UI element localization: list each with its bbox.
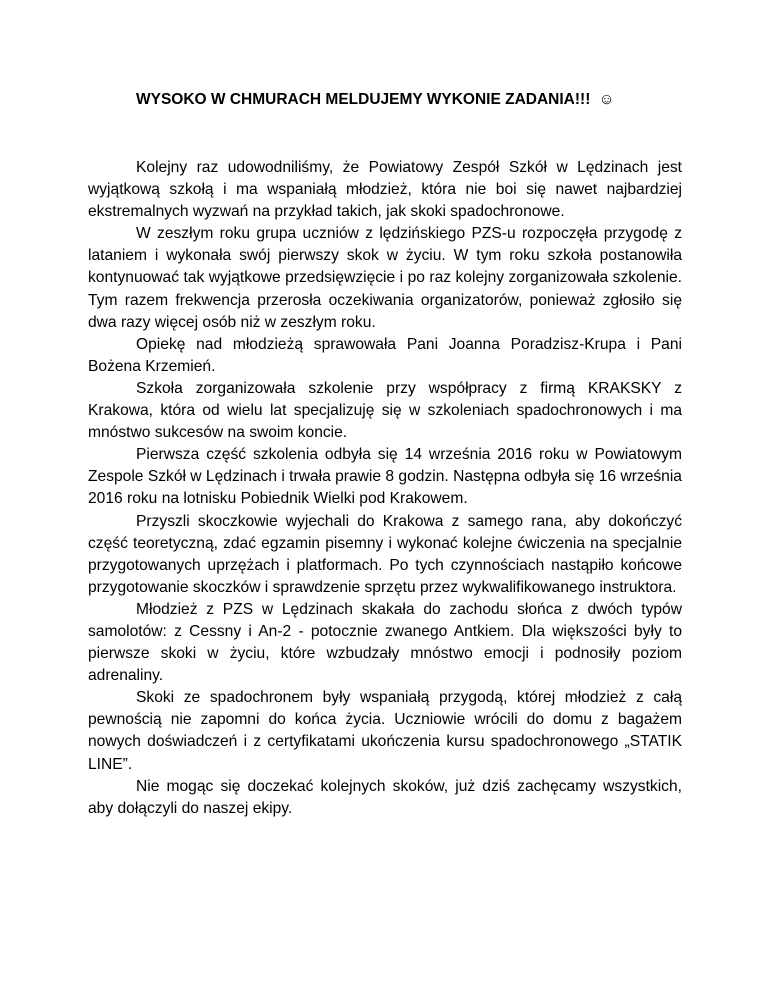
paragraph: Nie mogąc się doczekać kolejnych skoków, już dziś zachęcamy wszystkich, aby dołączyli do naszej ekipy.: [88, 777, 682, 817]
document-body: [88, 157, 682, 820]
paragraph: Opiekę nad młodzieżą sprawowała Pani Joanna Poradzisz-Krupa i Pani Bożena Krzemień.: [88, 335, 682, 375]
paragraph: Kolejny raz udowodniliśmy, że Powiatowy Zespół Szkół w Lędzinach jest wyjątkową szkołą i ma wspaniałą młodzież, która nie boi się nawet najbardziej ekstremalnych wyzwań na przykład takich, jak skoki spadochronowe.: [88, 159, 682, 221]
paragraph: W zeszłym roku grupa uczniów z lędzińskiego PZS-u rozpoczęła przygodę z lataniem i wykonała swój pierwszy skok w życiu. W tym roku szkoła postanowiła kontynuować tak wyjątkowe przedsięwzięcie i po raz kolejny zorganizowała szkolenie. Tym razem frekwencja przerosła oczekiwania organizatorów, ponieważ zgłosiło się dwa razy więcej osób niż w zeszłym roku.: [88, 225, 682, 331]
paragraph: Pierwsza część szkolenia odbyła się 14 września 2016 roku w Powiatowym Zespole Szkół w Lędzinach i trwała prawie 8 godzin. Następna odbyła się 16 września 2016 roku na lotnisku Pobiednik Wielki pod Krakowem.: [88, 446, 682, 508]
paragraph: Młodzież z PZS w Lędzinach skakała do zachodu słońca z dwóch typów samolotów: z Cessny i An-2 - potocznie zwanego Antkiem. Dla większości były to pierwsze skoki w życiu, które wzbudzały mnóstwo emocji i podnosiły poziom adrenaliny.: [88, 600, 682, 685]
title-text: WYSOKO W CHMURACH MELDUJEMY WYKONIE ZADANIA!!!: [136, 91, 591, 108]
paragraph: Skoki ze spadochronem były wspaniałą przygodą, której młodzież z całą pewnością nie zapomni do końca życia. Uczniowie wrócili do domu z bagażem nowych doświadczeń i z certyfikatami ukończenia kursu spadochronowego „STATIK LINE”.: [88, 689, 682, 773]
paragraph: Przyszli skoczkowie wyjechali do Krakowa z samego rana, aby dokończyć część teoretyczną, zdać egzamin pisemny i wykonać kolejne ćwiczenia na specjalnie przygotowanych uprzężach i platformach. Po tych czynnościach nastąpiło końcowe przygotowanie skoczków i sprawdzenie sprzętu przez wykwalifikowanego instruktora.: [88, 512, 682, 596]
smiley-icon: ☺: [598, 91, 615, 108]
paragraph: Szkoła zorganizowała szkolenie przy współpracy z firmą KRAKSKY z Krakowa, która od wielu lat specjalizuję się w szkoleniach spadochronowych i ma mnóstwo sukcesów na swoim koncie.: [88, 379, 682, 442]
document-title: [136, 90, 656, 110]
